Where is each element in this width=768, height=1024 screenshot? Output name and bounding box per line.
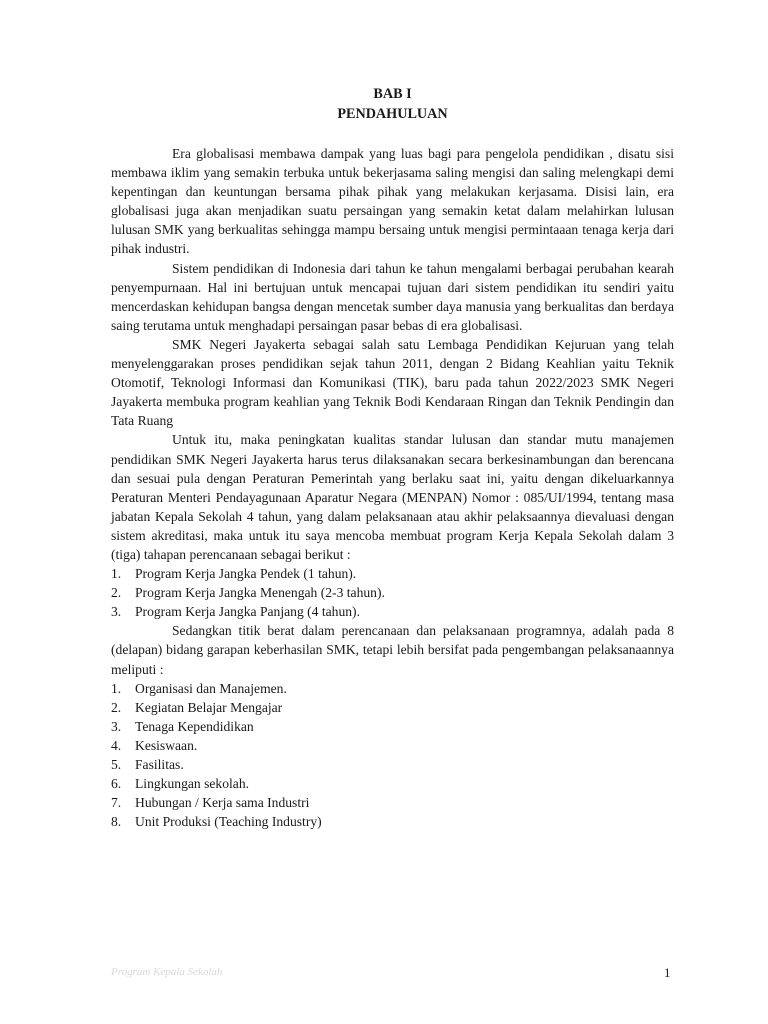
paragraph-titik-berat: Sedangkan titik berat dalam perencanaan dan pelaksanaan programnya, adalah pada 8 (delapan) bidang garapan keberhasilan SMK, tetapi lebih bersifat pada pengembangan pelaksanaannya meliputi : — [111, 623, 674, 677]
list-number: 3. — [111, 718, 122, 734]
list-number: 4. — [111, 737, 122, 753]
list-item — [111, 755, 674, 774]
list-text: Lingkungan sekolah. — [135, 776, 250, 792]
list-number: 3. — [111, 604, 122, 620]
chapter-title: PENDAHULUAN — [337, 106, 448, 122]
list-number: 7. — [111, 795, 122, 811]
list-text: Tenaga Kependidikan — [135, 718, 254, 734]
list-number: 2. — [111, 699, 122, 715]
list-number: 1. — [111, 566, 122, 582]
list-item — [111, 793, 674, 812]
list-number: 5. — [111, 757, 122, 772]
list-number: 8. — [111, 814, 122, 830]
list-item — [111, 774, 674, 793]
list-item — [111, 679, 674, 698]
program-kerja-list — [111, 564, 674, 621]
list-text: Organisasi dan Manajemen. — [135, 680, 287, 696]
list-text: Program Kerja Jangka Menengah (2-3 tahun). — [135, 585, 385, 601]
list-item — [111, 717, 674, 736]
list-number: 1. — [111, 680, 122, 696]
list-item — [111, 583, 674, 602]
footer-document-title: Program Kepala Sekolah — [111, 966, 223, 978]
list-text: Hubungan / Kerja sama Industri — [135, 795, 310, 811]
list-text: Kesiswaan. — [135, 737, 198, 753]
paragraph-peningkatan-kualitas: Untuk itu, maka peningkatan kualitas standar lulusan dan standar mutu manajemen pendidikan SMK Negeri Jayakerta harus terus dilaksanakan secara berkesinambungan dan berencana dan sesuai pula dengan Peraturan Pemerintah yang berlaku saat ini, yaitu dengan dikeluarkannya Peraturan Menteri Pendayagunaan Aparatur Negara (MENPAN) Nomor : 085/UI/1994, tentang masa jabatan Kepala Sekolah 4 tahun, yang dalam pelaksanaan atau akhir pelaksaannya dievaluasi dengan sistem akreditasi, maka untuk itu saya mencoba membuat program Kerja Kepala Sekolah dalam 3 (tiga) tahapan perencanaan sebagai berikut : — [111, 432, 674, 562]
page-number: 1 — [664, 965, 671, 980]
list-text: Program Kerja Jangka Panjang (4 tahun). — [135, 604, 360, 620]
list-item — [111, 698, 674, 717]
list-number: 6. — [111, 776, 122, 792]
list-item — [111, 564, 674, 583]
list-text: Kegiatan Belajar Mengajar — [135, 699, 283, 715]
list-item — [111, 736, 674, 755]
document-page — [111, 84, 674, 831]
list-item — [111, 602, 674, 621]
paragraph-smk-jayakerta: SMK Negeri Jayakerta sebagai salah satu Lembaga Pendidikan Kejuruan yang telah menyelenggarakan proses pendidikan sejak tahun 2011, dengan 2 Bidang Keahlian yaitu Teknik Otomotif, Teknologi Informasi dan Komunikasi (TIK), baru pada tahun 2022/2023 SMK Negeri Jayakerta membuka program keahlian yang Teknik Bodi Kendaraan Ringan dan Teknik Pendingin dan Tata Ruang — [111, 336, 674, 429]
list-number: 2. — [111, 585, 122, 601]
list-text: Unit Produksi (Teaching Industry) — [135, 814, 322, 830]
list-text: Fasilitas. — [135, 757, 184, 772]
paragraph-globalisasi: Era globalisasi membawa dampak yang luas bagi para pengelola pendidikan , disatu sisi membawa iklim yang semakin terbuka untuk bekerjasama saling mengisi dan saling melengkapi demi kepentingan dan keuntungan bersama pihak pihak yang melakukan kerjasama. Disisi lain, era globalisasi juga akan menjadikan suatu persaingan yang semakin ketat dalam melahirkan lulusan lulusan SMK yang berkualitas sehingga mampu bersaing untuk mengisi permintaaan tenaga kerja dari pihak industri. — [111, 146, 674, 257]
bidang-garapan-list — [111, 679, 674, 832]
list-text: Program Kerja Jangka Pendek (1 tahun). — [135, 566, 357, 582]
list-item — [111, 812, 674, 831]
chapter-number: BAB I — [373, 86, 412, 102]
paragraph-sistem-pendidikan: Sistem pendidikan di Indonesia dari tahun ke tahun mengalami berbagai perubahan kearah penyempurnaan. Hal ini bertujuan untuk mencapai tujuan dari sistem pendidikan itu sendiri yaitu mencerdaskan kehidupan bangsa dengan mencetak sumber daya manusia yang berkualitas dan berdaya saing terutama untuk menghadapi persaingan pasar bebas di era globalisasi. — [111, 260, 674, 333]
